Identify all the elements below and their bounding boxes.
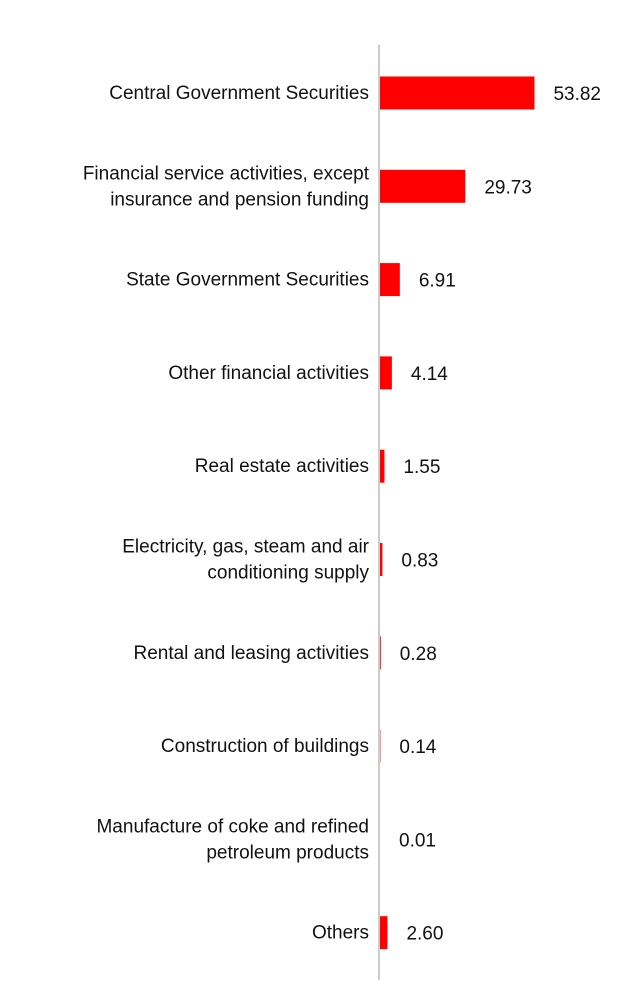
value-label-5: 1.55 xyxy=(403,457,441,479)
bar-1 xyxy=(380,77,534,110)
value-label-2: 29.73 xyxy=(484,177,532,199)
category-label-line: Others xyxy=(311,922,369,944)
category-label-3 xyxy=(126,270,369,291)
category-label-2 xyxy=(83,163,370,210)
category-label-6 xyxy=(122,537,369,584)
category-label-line: Rental and leasing activities xyxy=(133,642,369,664)
value-label-10: 2.60 xyxy=(406,923,444,945)
bar-6 xyxy=(380,543,382,576)
value-label-6: 0.83 xyxy=(401,550,439,572)
bar-7 xyxy=(380,636,381,669)
category-label-9 xyxy=(96,816,369,863)
category-label-line: Manufacture of coke and refined xyxy=(96,816,369,838)
category-label-10 xyxy=(312,923,369,944)
category-label-line: Financial service activities, except xyxy=(82,163,369,185)
category-label-line: Electricity, gas, steam and air xyxy=(122,536,369,558)
category-label-8 xyxy=(161,736,369,757)
category-label-line: Real estate activities xyxy=(194,456,369,478)
bar-3 xyxy=(380,263,400,296)
bars-group xyxy=(380,77,534,950)
value-label-3: 6.91 xyxy=(418,270,456,292)
category-label-line: petroleum products xyxy=(206,842,369,864)
bar-10 xyxy=(380,916,387,949)
bar-5 xyxy=(380,450,384,483)
value-label-1: 53.82 xyxy=(553,84,602,105)
value-label-9: 0.01 xyxy=(399,830,437,852)
category-label-line: State Government Securities xyxy=(126,269,369,291)
value-label-7: 0.28 xyxy=(399,643,437,665)
category-label-line: Other financial activities xyxy=(168,362,369,384)
value-labels-group xyxy=(399,84,601,945)
category-label-line: Construction of buildings xyxy=(160,736,369,758)
category-label-4 xyxy=(168,363,369,384)
category-labels-group xyxy=(83,83,370,944)
category-label-line: Central Government Securities xyxy=(109,83,369,104)
category-label-1 xyxy=(109,83,369,104)
category-label-5 xyxy=(195,456,369,477)
bar-2 xyxy=(380,170,465,203)
category-label-line: conditioning supply xyxy=(207,562,369,584)
category-label-7 xyxy=(133,643,369,664)
value-label-4: 4.14 xyxy=(410,363,448,385)
bar-4 xyxy=(380,356,392,389)
category-label-line: insurance and pension funding xyxy=(110,189,369,211)
value-label-8: 0.14 xyxy=(399,737,437,759)
